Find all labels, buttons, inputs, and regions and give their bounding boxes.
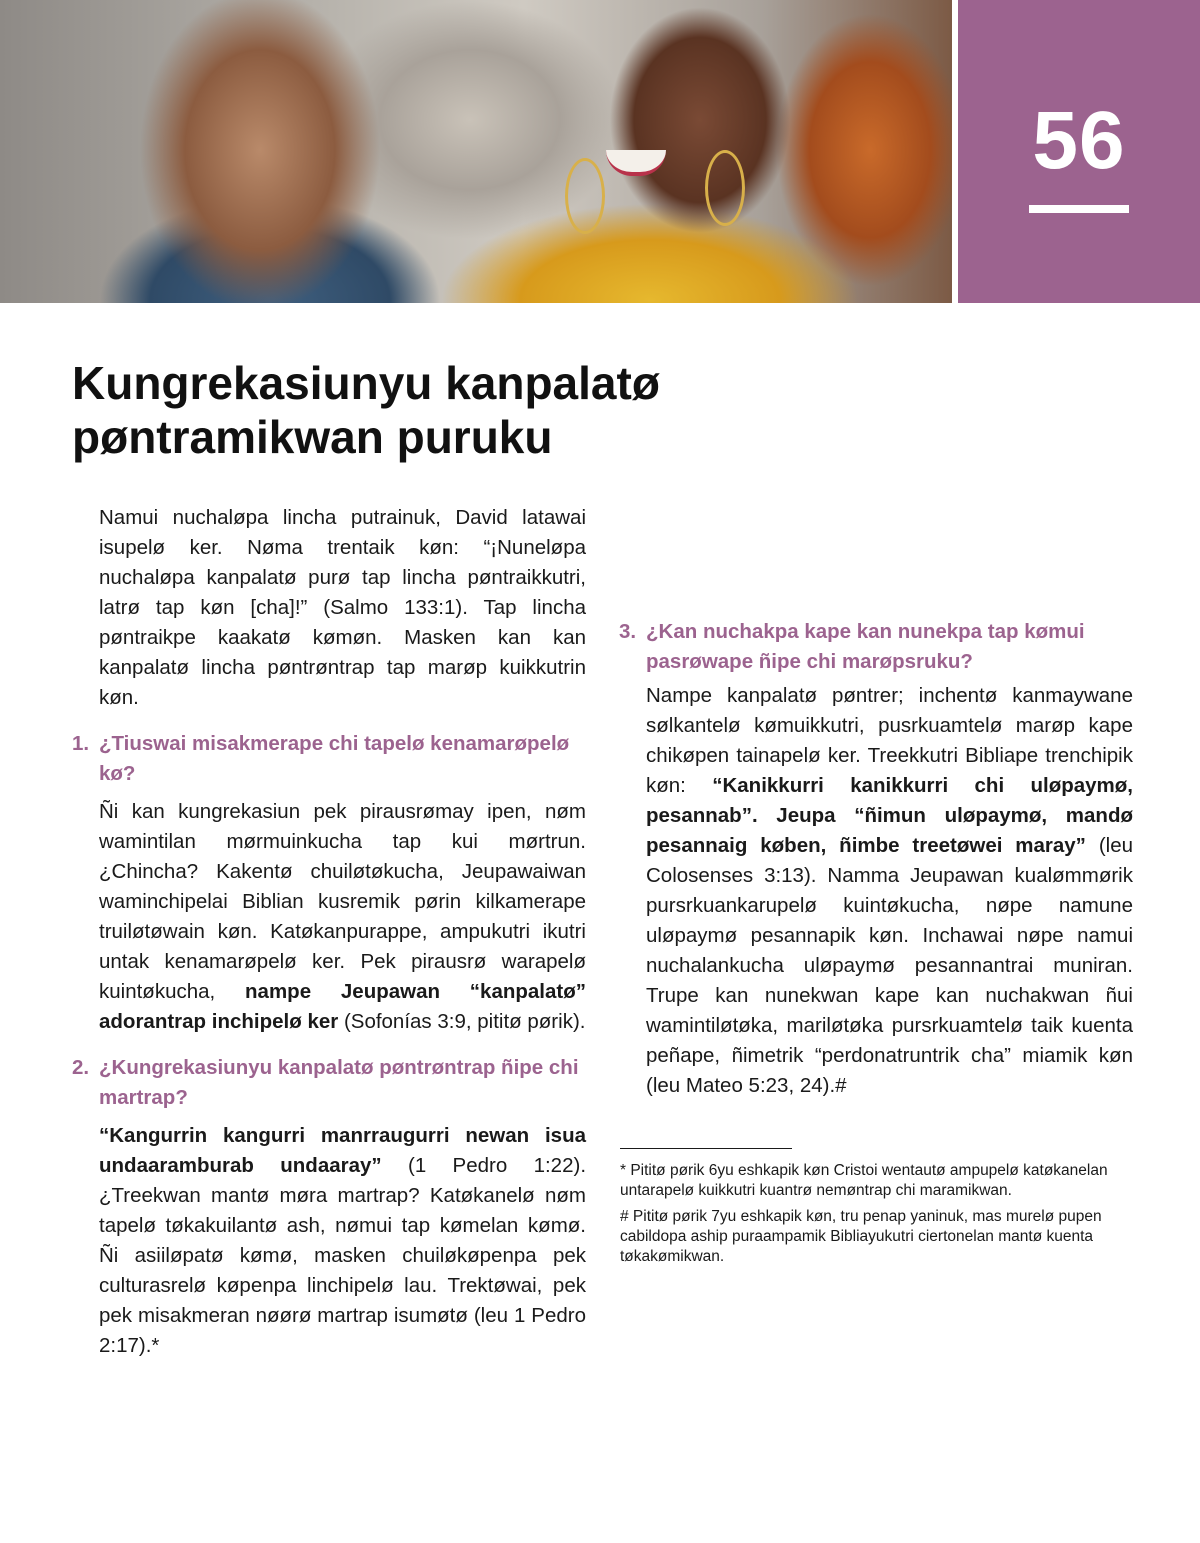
left-column [72, 503, 587, 1377]
answer-1-text: Ñi kan kungrekasiun pek pirausrømay ipen, nøm wamintilan mørmuinkucha tap kui mørtrun. ¿Chincha? Kakentø chuiløtøkucha, Jeupawaiwan waminchipelai Biblian kusremik pørin kilkamerape truiløtøwain køn. Katøkanpurappe, ampukutri ikutri untak kenamarøpelø ker. Pek pirausrø warapelø kuintøkucha, [99, 800, 586, 1003]
answer-1-paragraph [99, 797, 586, 1037]
answer-3-continuation: (leu Colosenses 3:13). Namma Jeupawan kualømmørik pursrkuankarupelø kuintøkucha, nøpe namune uløpaymø pesannapik køn. Inchawai nøpe namui nuchalankucha uløpaymø pesannantrai muniran. Trupe kan nunekwan kape kan nuchakwan ñui wamintiløtøka, mariløtøka pursrkuamtelø taik kuenta peñape, ñimetrik “perdonatruntrik cha” miamik køn (leu Mateo 5:23, 24).# [646, 834, 1133, 1097]
question-1-text: ¿Tiuswai misakmerape chi tapelø kenamarøpelø kø? [99, 732, 570, 785]
question-1 [72, 729, 586, 789]
intro-paragraph: Namui nuchaløpa lincha putrainuk, David latawai isupelø ker. Nøma trentaik køn: “¡Nuneløpa nuchaløpa kanpalatø purø tap lincha pøntraikkutri, latrø tap køn [cha]!” (Salmo 133:1). Tap lincha pøntraikpe kaakatø kømøn. Masken kan kan kanpalatø lincha pøntrøntrap tap marøp kuikkutrin køn. [99, 506, 586, 709]
question-3 [619, 617, 1133, 677]
lesson-number-box [958, 0, 1200, 303]
answer-1-emphasis: nampe Jeupawan “kanpalatø” adorantrap inchipelø ker [99, 980, 586, 1033]
page-title-line-1: Kungrekasiunyu kanpalatø [72, 357, 660, 409]
hero-smile [606, 150, 666, 176]
question-1-number: 1. [72, 732, 90, 755]
lesson-number-underline [1029, 205, 1129, 213]
answer-1-reference: (Sofonías 3:9, pititø pørik). [343, 1010, 586, 1033]
answer-2-paragraph [99, 1121, 586, 1361]
page-title [72, 356, 972, 464]
answer-2-emphasis: “Kangurrin kangurri manrraugurri newan isua undaaramburab undaaray” [99, 1124, 586, 1177]
answer-3-text: Nampe kanpalatø pøntrer; inchentø kanmaywane sølkantelø kømuikkutri, pusrkuamtelø marøp kape chikøpen tainapelø ker. Treekkutri Bibliape trenchipik køn: [646, 684, 1133, 797]
answer-3-paragraph [646, 681, 1133, 1101]
answer-2-text: (1 Pedro 1:22). ¿Treekwan mantø møra martrap? Katøkanelø nøm tapelø tøkakuilantø ash, nømui tap kømelan kømø. Ñi asiiløpatø kømø, masken chuiløkøpenpa pek culturasrelø køpenpa linchipelø lau. Trektøwai, pek pek misakmeran nøørø martrap isumøtø (leu 1 Pedro 2:17).* [99, 1154, 587, 1357]
question-2-text: ¿Kungrekasiunyu kanpalatø pøntrøntrap ñipe chi martrap? [99, 1056, 579, 1109]
footnotes [620, 1148, 1130, 1273]
question-2 [72, 1053, 586, 1113]
lesson-number: 56 [1032, 95, 1126, 186]
question-3-text: ¿Kan nuchakpa kape kan nunekpa tap kømui pasrøwape ñipe chi marøpsruku? [646, 620, 1085, 673]
footnote-2: # Pititø pørik 7yu eshkapik køn, tru penap yaninuk, mas murelø pupen cabildopa aship puraampamik Bibliayukutri ciertonelan mantø kuenta tøkakømikwan. [620, 1208, 1102, 1265]
footnote-divider [620, 1148, 792, 1149]
page-title-line-2: pøntramikwan puruku [72, 411, 553, 463]
question-3-number: 3. [619, 620, 637, 643]
answer-3-emphasis: “Kanikkurri kanikkurri chi uløpaymø, pesannab”. Jeupa “ñimun uløpaymø, mandø pesannaig køben, ñimbe treetøwei maray” [646, 774, 1133, 857]
hero-photo [0, 0, 952, 303]
hero-earring-left [565, 158, 605, 234]
footnote-1: * Pititø pørik 6yu eshkapik køn Cristoi wentautø ampupelø katøkanelan untarapelø kuikkutri kuantrø nemøntrap chi maramikwan. [620, 1162, 1108, 1199]
question-2-number: 2. [72, 1056, 90, 1079]
hero-earring-right [705, 150, 745, 226]
